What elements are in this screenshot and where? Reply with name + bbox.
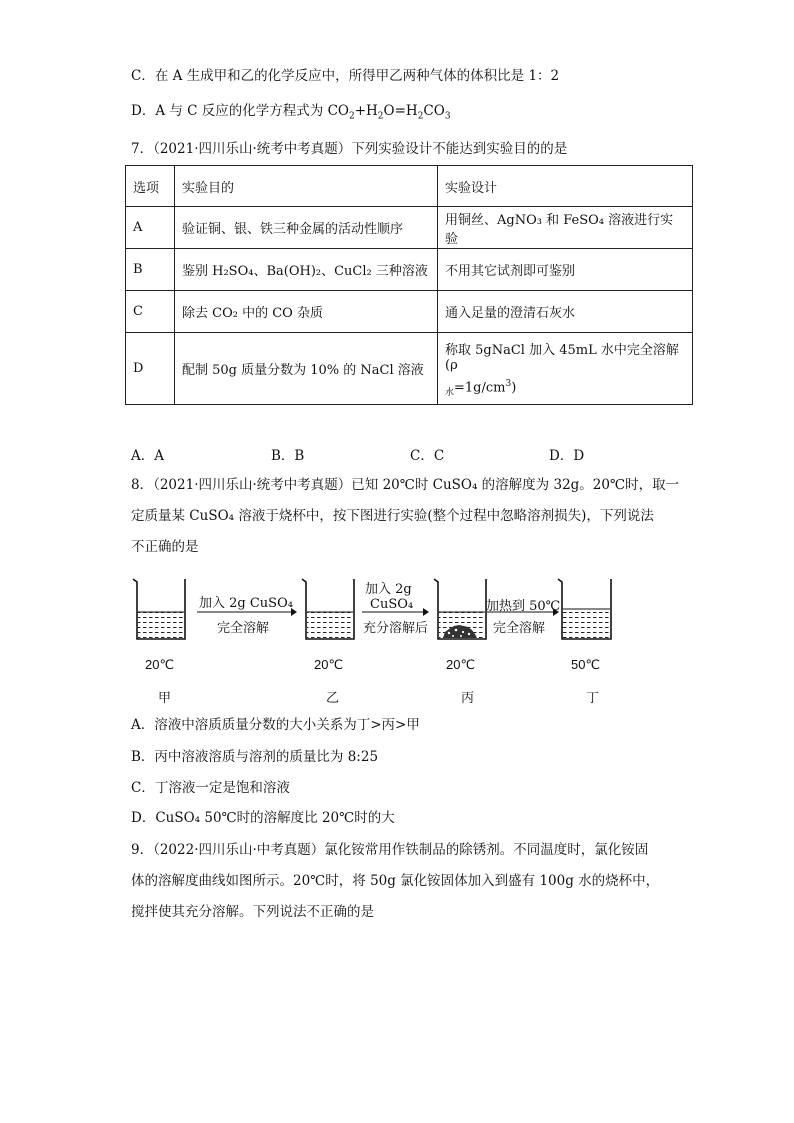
row-purpose: 除去 CO₂ 中的 CO 杂质 <box>175 291 438 333</box>
step2-bottom-label: 充分溶解后 <box>363 621 429 636</box>
beaker-yi <box>302 579 354 639</box>
step3-top-label: 加热到 50℃ <box>486 599 561 614</box>
step2-top-label-2: CuSO₄ <box>370 597 414 612</box>
q8-option-b: B．丙中溶液溶质与溶剂的质量比为 8:25 <box>131 749 379 765</box>
design-line-2: $_水=1g/cm^3$) <box>445 379 517 398</box>
choice-b: B．B <box>271 448 305 464</box>
temp-yi: 20℃ <box>314 657 344 672</box>
temp-jia: 20℃ <box>145 657 175 672</box>
step1-bottom-label: 完全溶解 <box>217 621 270 636</box>
row-option: A <box>126 207 175 249</box>
choice-c: C．C <box>410 448 445 464</box>
q8-stem-line-2: 定质量某 CuSO₄ 溶液于烧杯中，按下图进行实验(整个过程中忽略溶剂损失)，下列说法 <box>131 508 654 524</box>
table-row <box>126 333 693 405</box>
table-header-row <box>126 166 693 207</box>
step3-bottom-label: 完全溶解 <box>493 621 546 636</box>
header-design: 实验设计 <box>438 166 693 207</box>
header-purpose: 实验目的 <box>175 166 438 207</box>
q8-stem-line-3: 不正确的是 <box>131 539 199 555</box>
choice-a: A．A <box>131 448 164 464</box>
temp-bing: 20℃ <box>446 657 476 672</box>
row-purpose: 验证铜、银、铁三种金属的活动性顺序 <box>175 207 438 249</box>
q8-option-a: A．溶液中溶质质量分数的大小关系为丁>丙>甲 <box>131 717 420 733</box>
step1-top-label: 加入 2g CuSO₄ <box>199 596 293 611</box>
q8-option-d: D．CuSO₄ 50℃时的溶解度比 20℃时的大 <box>131 810 395 826</box>
row-purpose: 鉴别 H₂SO₄、Ba(OH)₂、CuCl₂ 三种溶液 <box>175 249 438 291</box>
name-ding: 丁 <box>586 691 600 706</box>
name-yi: 乙 <box>326 691 340 706</box>
table-row <box>126 207 693 249</box>
row-option: D <box>126 333 175 405</box>
row-option: C <box>126 291 175 333</box>
row-purpose: 配制 50g 质量分数为 10% 的 NaCl 溶液 <box>175 333 438 405</box>
beaker-jia <box>133 579 185 639</box>
row-design <box>438 333 693 405</box>
q6-option-d: D．A 与 C 反应的化学方程式为 $CO_2+H_2O=H_2CO_3$ <box>131 103 451 122</box>
q9-line-3: 搅拌使其充分溶解。下列说法不正确的是 <box>131 904 374 920</box>
q6-option-c: C．在 A 生成甲和乙的化学反应中，所得甲乙两种气体的体积比是 1：2 <box>131 68 560 84</box>
q9-line-1: 9．（2022·四川乐山·中考真题）氯化铵常用作铁制品的除锈剂。不同温度时，氯化铵固 <box>131 842 649 858</box>
row-design: 用铜丝、AgNO₃ 和 FeSO₄ 溶液进行实验 <box>438 207 693 249</box>
header-option: 选项 <box>126 166 175 207</box>
q8-stem-line-1: 8．（2021·四川乐山·统考中考真题）已知 20℃时 CuSO₄ 的溶解度为 32g。20℃时，取一 <box>131 477 680 493</box>
beaker-ding <box>558 579 611 639</box>
q7-table <box>125 165 693 405</box>
q7-stem: 7．（2021·四川乐山·统考中考真题）下列实验设计不能达到实验目的的是 <box>131 141 568 157</box>
row-design: 通入足量的澄清石灰水 <box>438 291 693 333</box>
name-jia: 甲 <box>158 691 172 706</box>
choice-d: D．D <box>549 448 585 464</box>
temp-ding: 50℃ <box>571 657 601 672</box>
row-option: B <box>126 249 175 291</box>
step2-top-label-1: 加入 2g <box>365 582 412 597</box>
q7-choices <box>131 444 691 464</box>
q9-line-2: 体的溶解度曲线如图所示。20℃时，将 50g 氯化铵固体加入到盛有 100g 水的烧杯中， <box>131 873 660 889</box>
table-row <box>126 291 693 333</box>
table-row <box>126 249 693 291</box>
name-bing: 丙 <box>461 691 475 706</box>
row-design: 不用其它试剂即可鉴别 <box>438 249 693 291</box>
beaker-bing <box>434 579 486 639</box>
design-line-1: 称取 5gNaCl 加入 45mL 水中完全溶解(ρ <box>445 343 679 374</box>
q8-option-c: C．丁溶液一定是饱和溶液 <box>131 780 290 796</box>
beaker-diagram <box>125 575 625 705</box>
